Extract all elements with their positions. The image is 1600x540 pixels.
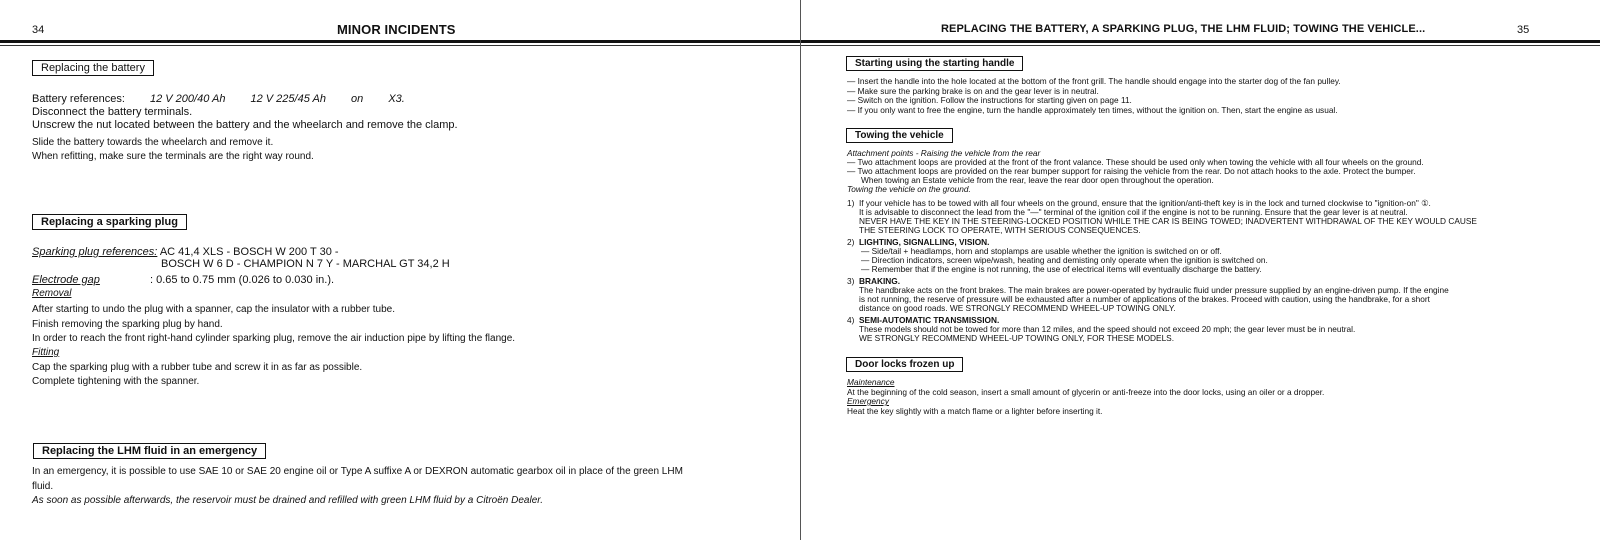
towing-item-1: It is advisable to disconnect the lead from the "—" terminal of the ignition coil if the engine is not to be running. Ensure that the gear lever is at neutral.	[859, 207, 1408, 217]
towing-item-2-num: 2)	[847, 237, 855, 247]
battery-ref-2: 12 V 225/45 Ah	[250, 93, 326, 105]
attach-step: — Two attachment loops are provided at the front of the front valance. These should be used only when towing the vehicle with all four wheels on the ground.	[847, 157, 1424, 167]
removal-label: Removal	[32, 288, 72, 299]
emergency-label: Emergency	[847, 396, 889, 406]
plug-ref-label: Sparking plug references:	[32, 246, 158, 258]
removal-step: In order to reach the front right-hand cylinder sparking plug, remove the air induction pipe by lifting the flange.	[32, 333, 516, 344]
lhm-text: fluid.	[32, 481, 54, 492]
battery-step: When refitting, make sure the terminals are the right way round.	[32, 151, 314, 162]
electrode-gap	[32, 273, 334, 287]
header-rule	[801, 40, 1600, 43]
battery-step: Unscrew the nut located between the battery and the wheelarch and remove the clamp.	[32, 119, 458, 131]
battery-ref-1: 12 V 200/40 Ah	[150, 93, 226, 105]
battery-ref-on: on	[351, 93, 364, 105]
ground-label: Towing the vehicle on the ground.	[847, 184, 971, 194]
battery-step: Slide the battery towards the wheelarch and remove it.	[32, 137, 274, 148]
section-heading-sparking-plug: Replacing a sparking plug	[32, 214, 187, 230]
towing-item-3: is not running, the reserve of pressure will be exhausted after a number of applications of the brakes. Proceed with caution, using the handbrake, for a short	[859, 294, 1430, 304]
section-heading-starting-handle: Starting using the starting handle	[846, 56, 1023, 71]
plug-ref-line: AC 41,4 XLS - BOSCH W 200 T 30 -	[159, 246, 339, 258]
electrode-gap-label: Electrode gap	[32, 274, 100, 286]
towing-item-1: If your vehicle has to be towed with all four wheels on the ground, ensure that the ignition/anti-theft key is in the lock and turned clockwise to "ignition-on" ①.	[859, 198, 1431, 208]
towing-item-4: These models should not be towed for more than 12 miles, and the speed should not exceed 20 mph; the gear lever must be in neutral.	[859, 324, 1356, 334]
right-page	[801, 0, 1600, 540]
towing-item-4: WE STRONGLY RECOMMEND WHEEL-UP TOWING ONLY, FOR THESE MODELS.	[859, 333, 1175, 343]
battery-ref-model: X3.	[388, 93, 405, 105]
towing-item-1: THE STEERING LOCK TO OPERATE, WITH SERIOUS CONSEQUENCES.	[859, 225, 1141, 235]
towing-item-2: — Remember that if the engine is not running, the use of electrical items will eventually discharge the battery.	[861, 264, 1262, 274]
towing-item-3: The handbrake acts on the front brakes. The main brakes are power-operated by hydraulic fluid under pressure supplied by an engine-driven pump. If the engine	[859, 285, 1449, 295]
attach-step: — Two attachment loops are provided on the rear bumper support for raising the vehicle from the rear. Do not attach hooks to the axle. Protect the bumper.	[847, 166, 1416, 176]
page-number: 35	[1517, 24, 1530, 36]
fitting-step: Cap the sparking plug with a rubber tube and screw it in as far as possible.	[32, 362, 363, 373]
maintenance-text: At the beginning of the cold season, insert a small amount of glycerin or anti-freeze into the door locks, using an oiler or a dropper.	[847, 387, 1325, 397]
header-rule-thin	[801, 45, 1600, 46]
towing-item-3-title: BRAKING.	[859, 276, 901, 286]
starting-step: — Insert the handle into the hole located at the bottom of the front grill. The handle should engage into the starter dog of the fan pulley.	[847, 76, 1341, 86]
towing-item-1: NEVER HAVE THE KEY IN THE STEERING-LOCKED POSITION WHILE THE CAR IS BEING TOWED; INADVERTENT WITHDRAWAL OF THE KEY WOULD CAUSE	[859, 216, 1477, 226]
battery-references	[32, 92, 405, 106]
towing-item-4-title: SEMI-AUTOMATIC TRANSMISSION.	[859, 315, 1000, 325]
header-rule	[0, 40, 800, 43]
starting-step: — If you only want to free the engine, turn the handle approximately ten times, without the ignition on. Then, start the engine as usual.	[847, 105, 1338, 115]
maintenance-label: Maintenance	[847, 377, 895, 387]
starting-step: — Make sure the parking brake is on and the gear lever is in neutral.	[847, 86, 1099, 96]
section-heading-towing: Towing the vehicle	[846, 128, 953, 143]
section-heading-battery: Replacing the battery	[32, 60, 154, 76]
section-heading-door-locks: Door locks frozen up	[846, 357, 963, 372]
battery-ref-label: Battery references:	[32, 93, 125, 105]
electrode-gap-value: : 0.65 to 0.75 mm (0.026 to 0.030 in.).	[150, 274, 335, 286]
page-number: 34	[32, 24, 45, 36]
battery-step: Disconnect the battery terminals.	[32, 106, 193, 118]
fitting-label: Fitting	[32, 347, 60, 358]
towing-item-3-num: 3)	[847, 276, 855, 286]
towing-item-4-num: 4)	[847, 315, 855, 325]
fitting-step: Complete tightening with the spanner.	[32, 376, 200, 387]
starting-step: — Switch on the ignition. Follow the instructions for starting given on page 11.	[847, 95, 1132, 105]
towing-item-1-num: 1)	[847, 198, 855, 208]
page-title: MINOR INCIDENTS	[337, 22, 456, 37]
towing-item-2: — Direction indicators, screen wipe/wash, heating and demisting only operate when the ignition is switched on.	[861, 255, 1268, 265]
attach-step: When towing an Estate vehicle from the rear, leave the rear door open throughout the operation.	[861, 175, 1214, 185]
header-rule-thin	[0, 45, 800, 46]
towing-item-2: — Side/tail + headlamps, horn and stoplamps are usable whether the ignition is switched on or off.	[861, 246, 1222, 256]
plug-ref-line: BOSCH W 6 D - CHAMPION N 7 Y - MARCHAL GT 34,2 H	[161, 258, 450, 270]
page-title: REPLACING THE BATTERY, A SPARKING PLUG, THE LHM FLUID; TOWING THE VEHICLE...	[941, 23, 1426, 35]
section-heading-lhm: Replacing the LHM fluid in an emergency	[33, 443, 266, 459]
emergency-text: Heat the key slightly with a match flame or a lighter before inserting it.	[847, 406, 1103, 416]
removal-step: After starting to undo the plug with a spanner, cap the insulator with a rubber tube.	[32, 304, 396, 315]
lhm-text: In an emergency, it is possible to use SAE 10 or SAE 20 engine oil or Type A suffixe A or DEXRON automatic gearbox oil in place of the green LHM	[32, 466, 683, 477]
towing-item-2-title: LIGHTING, SIGNALLING, VISION.	[859, 237, 990, 247]
removal-step: Finish removing the sparking plug by hand.	[32, 319, 223, 330]
attach-label: Attachment points - Raising the vehicle from the rear	[847, 148, 1041, 158]
lhm-text: As soon as possible afterwards, the reservoir must be drained and refilled with green LHM fluid by a Citroën Dealer.	[32, 495, 543, 506]
towing-item-3: distance on good roads. WE STRONGLY RECOMMEND WHEEL-UP TOWING ONLY.	[859, 303, 1176, 313]
